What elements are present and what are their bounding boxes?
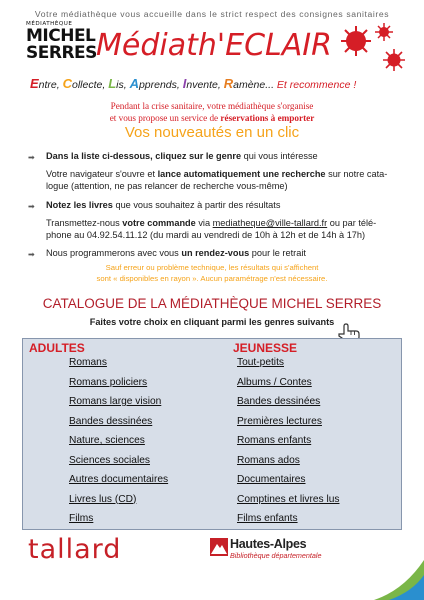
mediatheque-logo: [26, 21, 97, 63]
intro-line-1: Pendant la crise sanitaire, votre médiathèque s'organise: [110, 101, 314, 111]
jeunesse-list: [237, 357, 339, 533]
motto-word: is,: [116, 79, 130, 91]
motto-letter: A: [129, 76, 139, 91]
genre-link[interactable]: Tout-petits: [237, 357, 284, 368]
motto-word: pprends,: [138, 79, 183, 91]
step-5-text-b: pour le retrait: [249, 248, 306, 258]
motto-letter: R: [223, 76, 234, 91]
motto-word: ollecte,: [72, 79, 109, 91]
step-5: [28, 247, 406, 259]
motto-word: ntre,: [38, 79, 63, 91]
genre-link[interactable]: Films enfants: [237, 513, 298, 524]
logo-line-2: MICHEL: [26, 25, 96, 46]
genre-link[interactable]: Bandes dessinées: [237, 396, 321, 407]
genre-link[interactable]: Bandes dessinées: [69, 415, 153, 427]
motto: [30, 76, 356, 91]
catalogue-title: CATALOGUE DE LA MÉDIATHÈQUE MICHEL SERRES: [42, 296, 382, 311]
arrow-icon: ➡: [28, 153, 35, 162]
page-title: Médiath'ECLAIR: [96, 28, 332, 63]
section-title: Vos nouveautés en un clic: [124, 124, 300, 141]
step-3-bold: Notez les livres: [46, 200, 113, 210]
hautes-alpes-logo: [230, 537, 322, 560]
motto-word: amène...: [233, 79, 277, 91]
step-2-text: Votre navigateur s'ouvre et: [46, 169, 158, 179]
motto-letter: C: [62, 76, 72, 91]
step-1-text: qui vous intéresse: [241, 151, 318, 161]
arrow-icon: ➡: [28, 250, 35, 259]
genre-link[interactable]: Livres lus (CD): [69, 493, 137, 505]
virus-icon: [338, 24, 374, 58]
availability-note: [0, 262, 424, 284]
step-2-text-b: sur notre cata-: [325, 169, 388, 179]
genre-link[interactable]: Albums / Contes: [237, 376, 312, 388]
step-2-text-c: logue (attention, ne pas relancer de recherche vous-même): [46, 181, 288, 192]
genre-link[interactable]: Romans: [69, 357, 107, 368]
note-line-2: sont « disponibles en rayon ». Aucun paramétrage n'est nécessaire.: [96, 274, 328, 283]
motto-letter: E: [30, 76, 39, 91]
genre-link[interactable]: Romans enfants: [237, 435, 312, 446]
adultes-list: [69, 357, 168, 533]
hautes-alpes-sub: Bibliothèque départementale: [230, 551, 322, 560]
genre-link[interactable]: Nature, sciences: [69, 435, 145, 446]
step-4-text-c: ou par télé-: [327, 218, 377, 228]
step-2-bold: lance automatiquement une recherche: [157, 169, 326, 179]
decorative-corner: [374, 560, 424, 600]
genre-link[interactable]: Romans ados: [237, 454, 300, 466]
adultes-column: [29, 341, 168, 533]
step-4-text: Transmettez-nous: [46, 218, 123, 228]
genre-link[interactable]: Films: [69, 513, 94, 524]
mountain-icon: [210, 538, 228, 556]
genre-link[interactable]: Romans large vision: [69, 396, 162, 407]
step-1: [28, 150, 406, 162]
motto-word: nvente,: [186, 79, 224, 91]
adultes-heading: ADULTES: [29, 341, 85, 355]
intro-text: [0, 100, 424, 124]
step-2: [46, 168, 412, 192]
catalogue-panel: [22, 338, 402, 530]
virus-icon-small: [374, 22, 394, 42]
jeunesse-column: [233, 341, 339, 533]
step-3-text: que vous souhaitez à partir des résultats: [112, 200, 281, 210]
genre-link[interactable]: Autres documentaires: [69, 474, 169, 485]
logo-line-1: MÉDIATHÈQUE: [26, 21, 73, 27]
step-1-bold: Dans la liste ci-dessous, cliquez sur le genre: [46, 151, 242, 161]
step-5-text: Nous programmerons avec vous: [46, 248, 182, 258]
virus-icon-medium: [382, 48, 406, 72]
genre-link[interactable]: Sciences sociales: [69, 454, 150, 466]
genre-link[interactable]: Documentaires: [237, 474, 306, 485]
note-line-1: Sauf erreur ou problème technique, les résultats qui s'affichent: [105, 263, 319, 272]
step-4-text-b: via: [195, 218, 213, 228]
step-4: [46, 217, 414, 241]
genre-link[interactable]: Premières lectures: [237, 415, 322, 427]
step-4-text-d: phone au 04.92.54.11.12 (du mardi au vendredi de 10h à 12h et de 14h à 17h): [46, 230, 366, 241]
arrow-icon: ➡: [28, 202, 35, 211]
step-4-bold: votre commande: [122, 218, 196, 228]
tallard-logo: tallard: [28, 534, 122, 565]
motto-end: Et recommence !: [276, 79, 357, 91]
intro-line-2-bold: réservations à emporter: [220, 113, 315, 123]
logo-line-3: SERRES: [26, 42, 97, 63]
genre-link[interactable]: Comptines et livres lus: [237, 493, 340, 505]
email-link[interactable]: mediatheque@ville-tallard.fr: [212, 218, 328, 228]
hautes-alpes-name: Hautes-Alpes: [230, 537, 307, 551]
step-5-bold: un rendez-vous: [181, 248, 250, 258]
genre-link[interactable]: Romans policiers: [69, 376, 148, 388]
catalogue-subtitle: Faites votre choix en cliquant parmi les genres suivants: [89, 317, 335, 327]
motto-letter: I: [182, 76, 187, 91]
intro-line-2: et vous propose un service de: [109, 113, 221, 123]
motto-letter: L: [108, 76, 117, 91]
top-tagline: Votre médiathèque vous accueille dans le strict respect des consignes sanitaires: [34, 9, 390, 19]
step-3: [28, 199, 406, 211]
jeunesse-heading: JEUNESSE: [233, 341, 298, 355]
